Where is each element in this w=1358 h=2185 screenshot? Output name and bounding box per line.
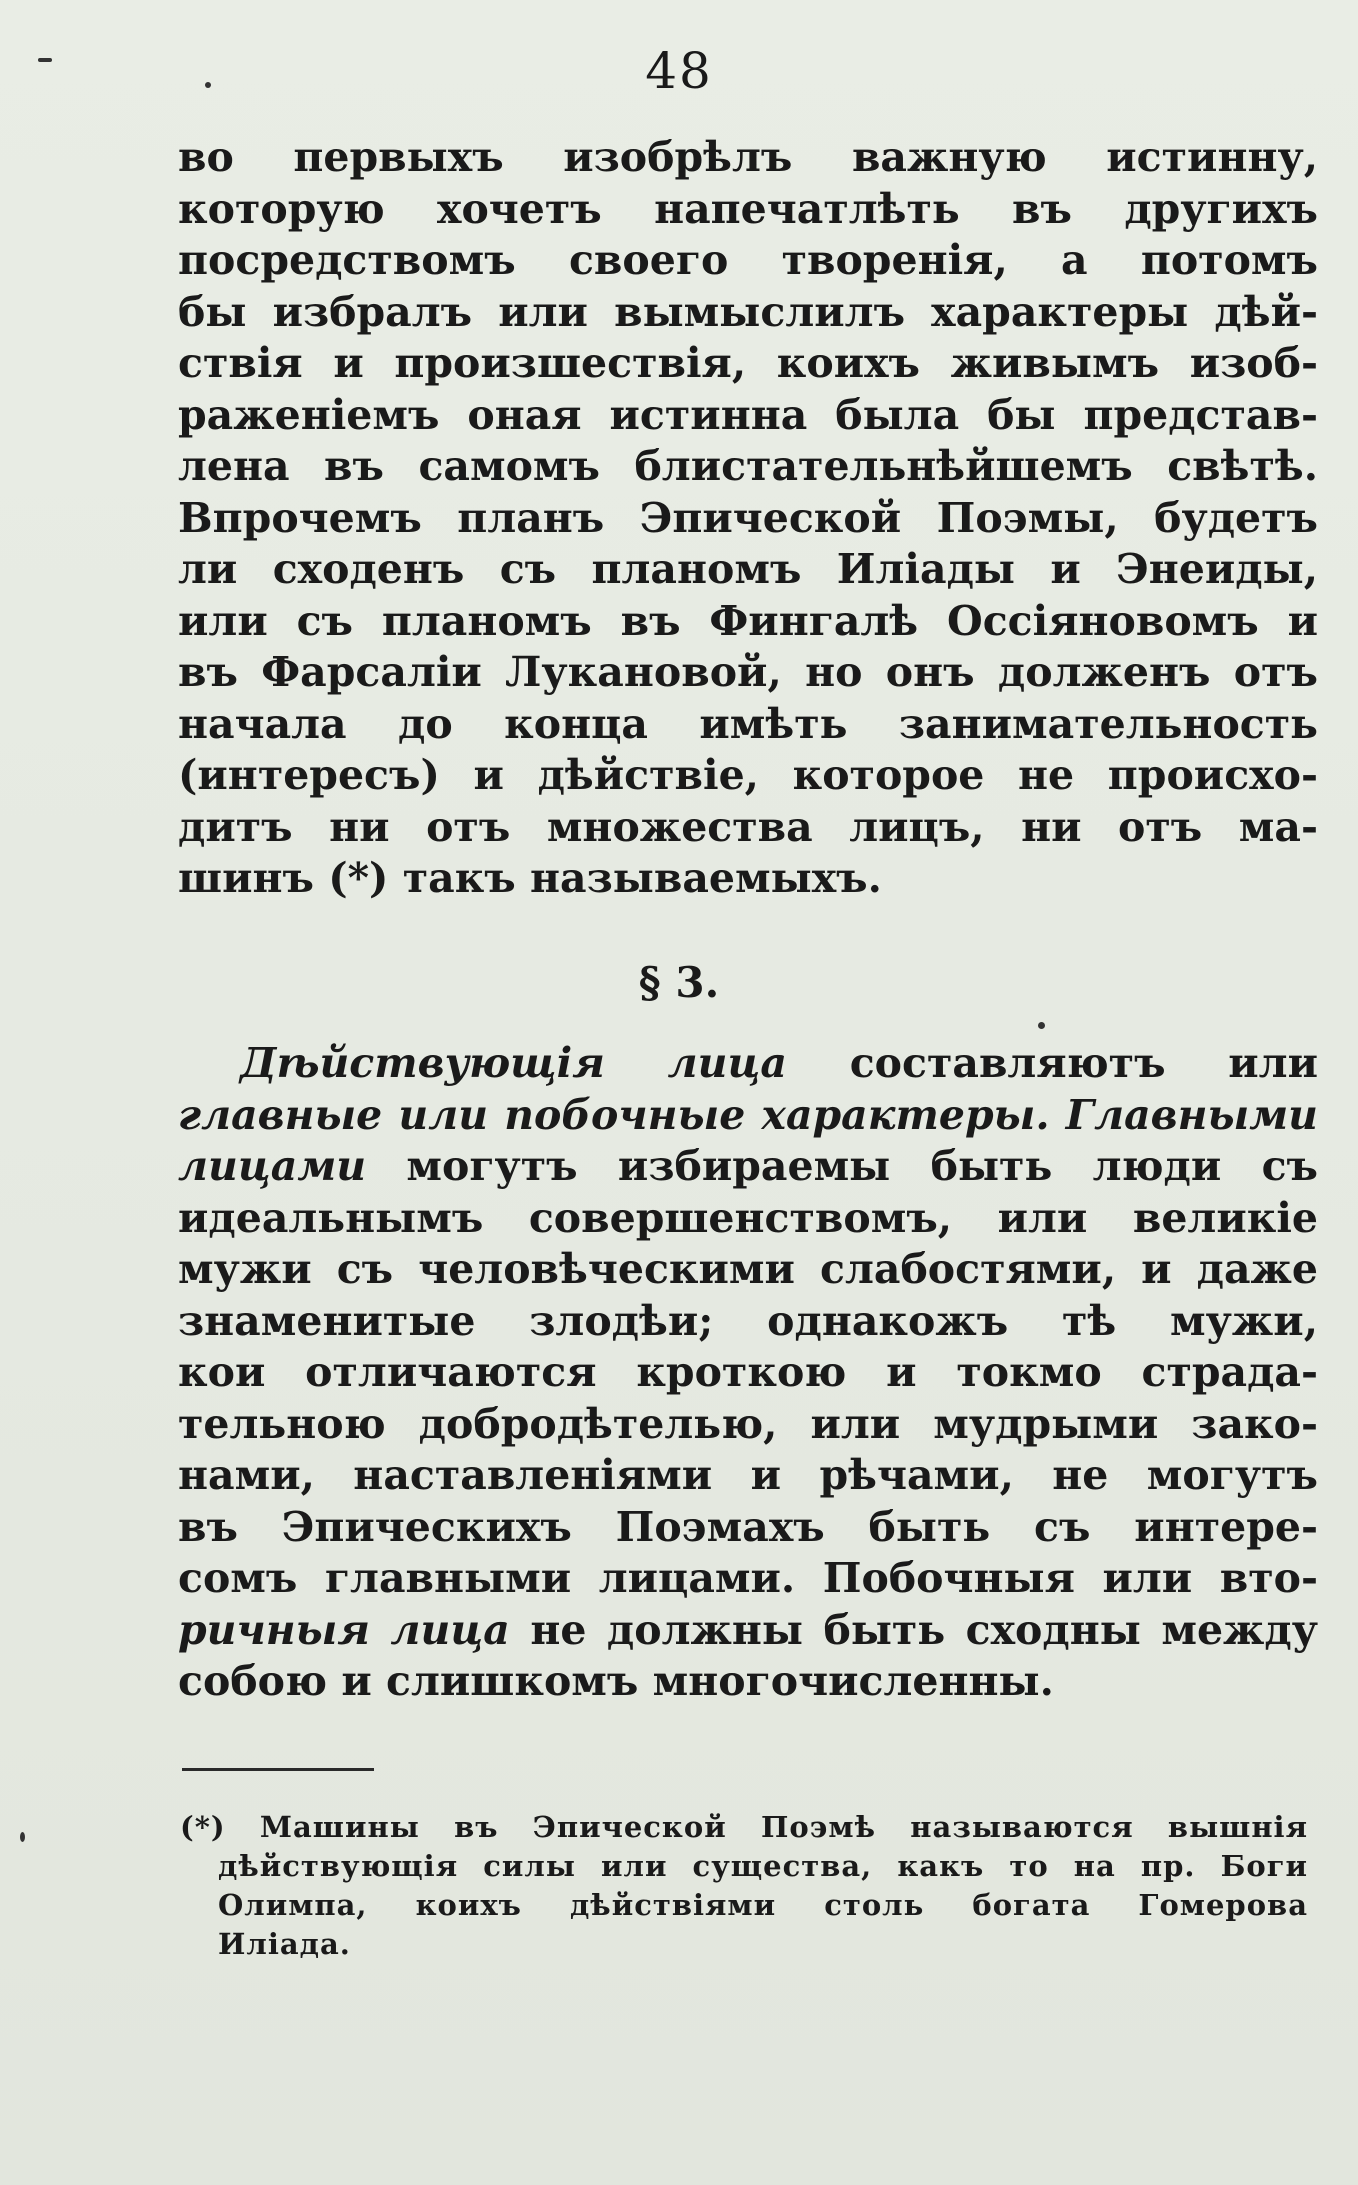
text-line — [178, 1553, 1318, 1605]
text-line — [178, 1605, 1318, 1657]
text-line: которую хочетъ напечатлѣть въ другихъ — [178, 184, 1318, 233]
italic-term: лицами — [178, 1142, 367, 1190]
footnote-divider — [182, 1768, 374, 1771]
footnote — [180, 1808, 1308, 1964]
text-line: раженіемъ оная истинна была бы представ- — [178, 390, 1318, 439]
line-text: мужи съ человѣческими слабостями, и даже — [178, 1245, 1318, 1293]
text-line — [178, 1296, 1318, 1348]
text-line — [178, 1038, 1318, 1090]
text-line: бы избралъ или вымыслилъ характеры дѣй- — [178, 287, 1318, 336]
line-text: кои отличаются кроткою и токмо страда- — [178, 1348, 1318, 1396]
line-text: знаменитые злодѣи; однакожъ тѣ мужи, — [178, 1296, 1318, 1345]
paper-speck — [1038, 1022, 1045, 1029]
text-line — [178, 1347, 1318, 1399]
footnote-line: Иліада. — [218, 1927, 351, 1961]
text-line: дитъ ни отъ множества лицъ, ни отъ ма- — [178, 802, 1318, 851]
text-line — [178, 1399, 1318, 1451]
page-number: 48 — [645, 42, 713, 100]
paper-speck — [38, 58, 52, 62]
paper-speck — [205, 82, 211, 88]
footnote-line: дѣйствующія силы или существа, какъ то на пр. Боги — [218, 1849, 1308, 1883]
text-line: посредствомъ своего творенія, а потомъ — [178, 236, 1318, 284]
line-text: могутъ избираемы быть люди съ — [366, 1142, 1318, 1190]
line-text: въ Эпическихъ Поэмахъ быть съ интере- — [178, 1502, 1318, 1551]
section-heading: § 3. — [638, 958, 720, 1007]
text-line — [178, 1244, 1318, 1296]
text-line: въ Фарсаліи Лукановой, но онъ долженъ отъ — [178, 648, 1318, 696]
text-line — [178, 1656, 1318, 1708]
italic-term: Дѣйствующія лица — [240, 1039, 787, 1087]
line-text: не должны быть сходны между — [509, 1605, 1318, 1654]
text-line: шинъ (*) такъ называемыхъ. — [178, 854, 882, 902]
text-line: начала до конца имѣть занимательность — [178, 699, 1318, 748]
line-text: составляютъ или — [786, 1039, 1318, 1087]
text-line: во первыхъ изобрѣлъ важную истинну, — [178, 133, 1318, 181]
line-text: идеальнымъ совершенствомъ, или великіе — [178, 1193, 1318, 1242]
text-line — [178, 1193, 1318, 1245]
italic-term: главные или побочные характеры. Главными — [178, 1090, 1318, 1139]
line-text: сомъ главными лицами. Побочныя или вто- — [178, 1554, 1318, 1602]
footnote-line: (*) Машины въ Эпической Поэмѣ называются вышнія — [180, 1810, 1308, 1844]
text-line: Впрочемъ планъ Эпической Поэмы, будетъ — [178, 493, 1318, 542]
italic-term: ричныя лица — [178, 1605, 510, 1654]
text-line: или съ планомъ въ Фингалѣ Оссіяновомъ и — [178, 596, 1318, 645]
line-text: тельною добродѣтелью, или мудрыми зако- — [178, 1399, 1318, 1448]
paper-speck — [20, 1832, 25, 1842]
line-text: нами, наставленіями и рѣчами, не могутъ — [178, 1451, 1318, 1499]
text-line: лена въ самомъ блистательнѣйшемъ свѣтѣ. — [178, 442, 1318, 490]
body-text-top — [178, 132, 1318, 905]
text-line: ли сходенъ съ планомъ Иліады и Энеиды, — [178, 545, 1318, 593]
footnote-line: Олимпа, коихъ дѣйствіями столь богата Гомерова — [218, 1888, 1308, 1922]
text-line — [178, 1090, 1318, 1142]
text-line: ствія и произшествія, коихъ живымъ изоб- — [178, 339, 1318, 387]
text-line — [178, 1450, 1318, 1502]
text-line: (интересъ) и дѣйствіе, которое не происхо- — [178, 751, 1318, 799]
text-line — [178, 1141, 1318, 1193]
body-text-section — [178, 1038, 1318, 1708]
text-line — [178, 1502, 1318, 1554]
line-text: собою и слишкомъ многочисленны. — [178, 1657, 1054, 1705]
